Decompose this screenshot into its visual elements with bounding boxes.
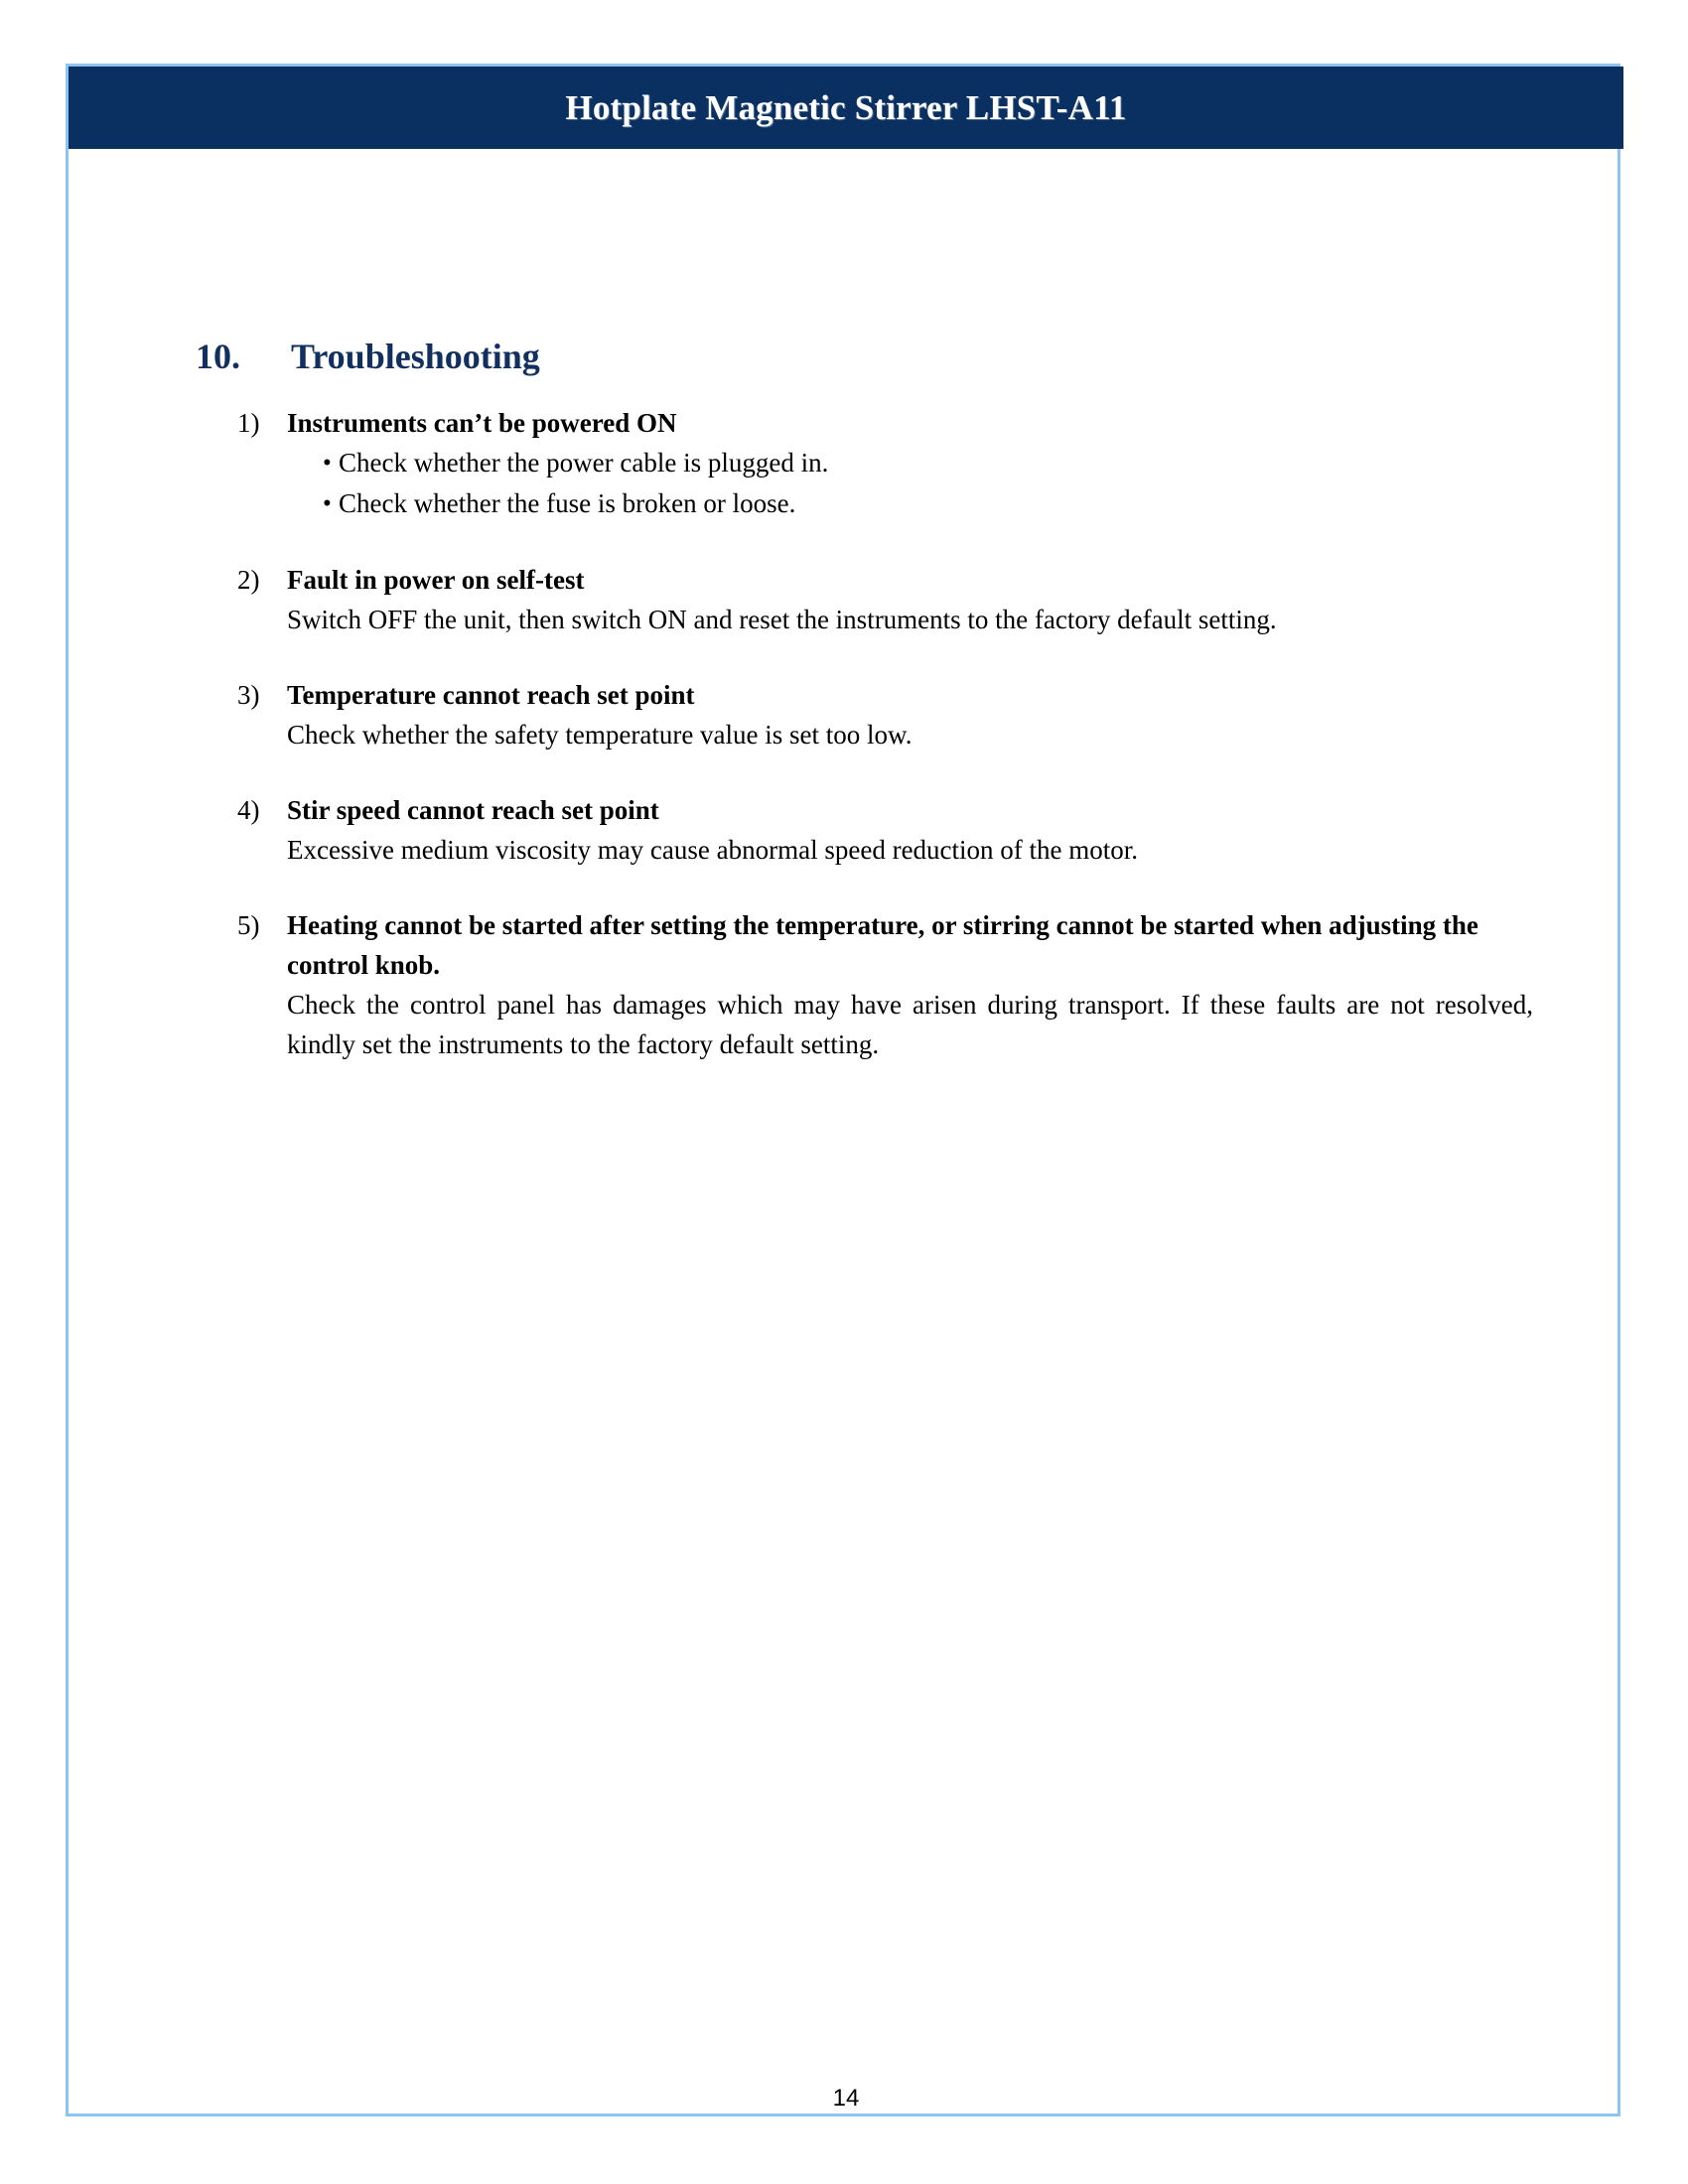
list-item-text: Check whether the safety temperature value is set too low. — [287, 720, 913, 750]
list-item — [237, 675, 1548, 754]
list-item-text: Switch OFF the unit, then switch ON and reset the instruments to the factory default setting. — [287, 605, 1277, 634]
header-banner — [69, 67, 1623, 149]
bullet-icon: • — [323, 490, 332, 517]
list-item-title: Temperature cannot reach set point — [287, 680, 695, 710]
list-item — [287, 483, 1533, 524]
list-item-marker: 5) — [237, 910, 260, 940]
list-item-text: Check the control panel has damages which may have arisen during transport. If these faults are not resolved, kindly set the instruments to the factory default setting. — [287, 990, 1533, 1059]
list-item-marker: 1) — [237, 408, 260, 438]
sub-bullet-list — [287, 443, 1533, 524]
list-item-title: Stir speed cannot reach set point — [287, 795, 659, 825]
section-title: Troubleshooting — [291, 337, 540, 376]
page-number: 14 — [832, 2085, 860, 2112]
list-item-title: Heating cannot be started after setting the temperature, or stirring cannot be started when adjusting the control knob. — [287, 910, 1478, 980]
section-number: 10. — [196, 337, 240, 376]
list-item — [287, 443, 1533, 483]
list-item-body — [287, 905, 1533, 1064]
list-item-body — [287, 675, 1533, 754]
list-item-marker: 2) — [237, 565, 260, 595]
sub-bullet-text: Check whether the fuse is broken or loose. — [339, 488, 796, 518]
sub-bullet-text: Check whether the power cable is plugged in. — [339, 448, 829, 478]
list-item — [237, 790, 1548, 870]
troubleshooting-list — [237, 403, 1548, 1064]
list-item — [237, 905, 1548, 1064]
page-frame — [66, 64, 1620, 2116]
list-item — [237, 560, 1548, 639]
bullet-icon: • — [323, 450, 332, 477]
list-item-marker: 4) — [237, 795, 260, 825]
list-item-body — [287, 790, 1533, 870]
list-item-text: Excessive medium viscosity may cause abnormal speed reduction of the motor. — [287, 835, 1139, 865]
list-item — [237, 403, 1548, 524]
list-item-body — [287, 403, 1533, 524]
list-item-body — [287, 560, 1533, 639]
page-content — [69, 149, 1623, 2116]
document-header-title: Hotplate Magnetic Stirrer LHST-A11 — [565, 87, 1127, 127]
list-item-marker: 3) — [237, 680, 260, 710]
list-item-title: Fault in power on self-test — [287, 565, 585, 595]
list-item-title: Instruments can’t be powered ON — [287, 408, 677, 438]
section-heading — [196, 336, 540, 377]
